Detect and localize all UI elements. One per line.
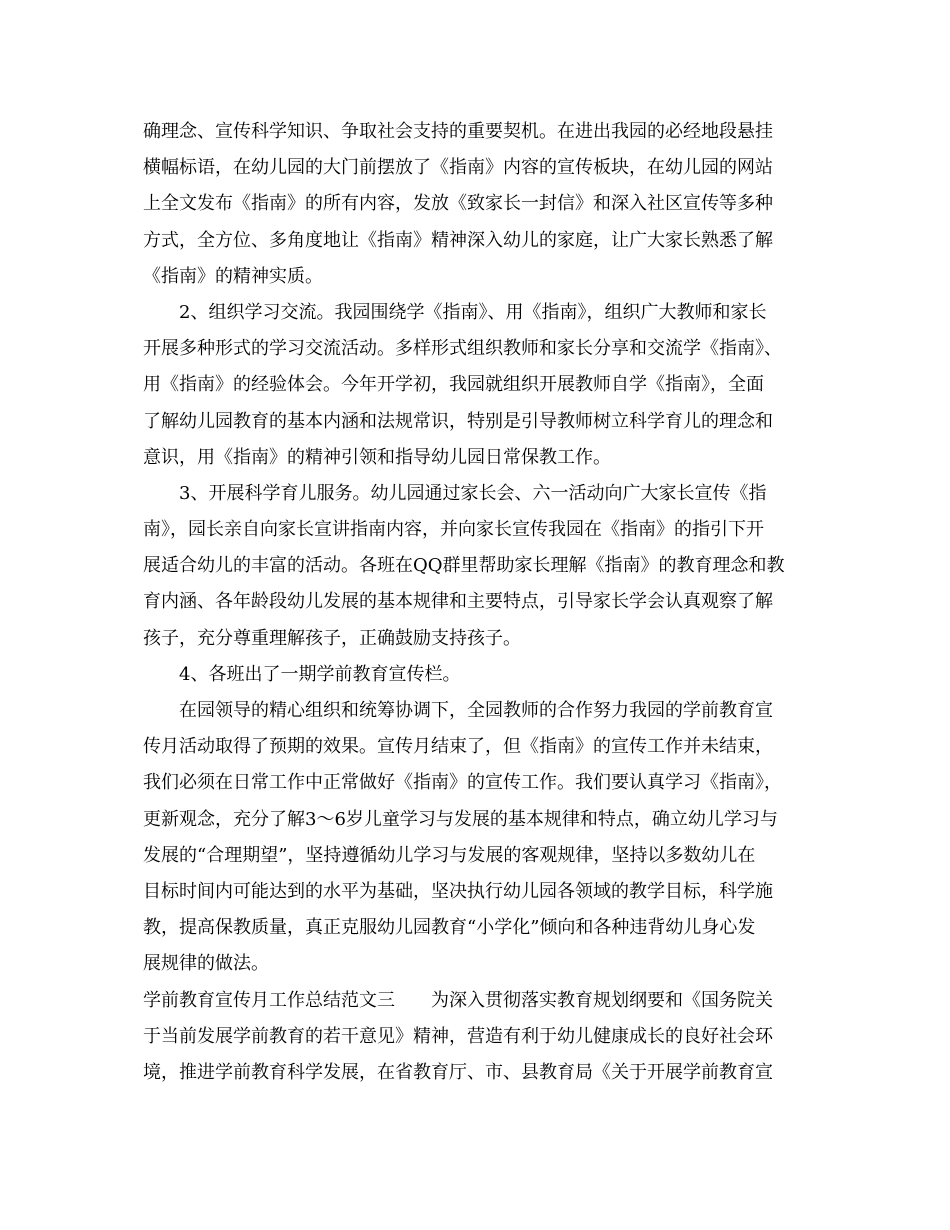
text-line: 传月活动取得了预期的效果。宣传月结束了，但《指南》的宣传工作并未结束，	[143, 736, 773, 758]
text-line: 2、组织学习交流。我园围绕学《指南》、用《指南》，组织广大教师和家长	[179, 301, 767, 323]
text-line: 育内涵、各年龄段幼儿发展的基本规律和主要特点，引导家长学会认真观察了解	[143, 591, 773, 613]
text-line: 展适合幼儿的丰富的活动。各班在QQ群里帮助家长理解《指南》的教育理念和教	[143, 555, 785, 577]
text-line: 3、开展科学育儿服务。幼儿园通过家长会、六一活动向广大家长宣传《指	[179, 482, 767, 504]
text-line: 展规律的做法。	[143, 953, 269, 975]
text-line: 上全文发布《指南》的所有内容，发放《致家长一封信》和深入社区宣传等多种	[143, 193, 773, 215]
text-line: 于当前发展学前教育的若干意见》精神，营造有利于幼儿健康成长的良好社会环	[143, 1025, 773, 1047]
text-line: 我们必须在日常工作中正常做好《指南》的宣传工作。我们要认真学习《指南》，	[143, 772, 782, 794]
text-line: 《指南》的精神实质。	[143, 265, 323, 287]
text-line: 学前教育宣传月工作总结范文三 为深入贯彻落实教育规划纲要和《国务院关	[143, 989, 773, 1011]
document-body	[143, 114, 809, 1091]
text-line: 教，提高保教质量，真正克服幼儿园教育“小学化”倾向和各种违背幼儿身心发	[143, 917, 756, 939]
text-line: 方式，全方位、多角度地让《指南》精神深入幼儿的家庭，让广大家长熟悉了解	[143, 229, 773, 251]
text-line: 境，推进学前教育科学发展，在省教育厅、市、县教育局《关于开展学前教育宣	[143, 1061, 773, 1083]
text-line: 用《指南》的经验体会。今年开学初，我园就组织开展教师自学《指南》，全面	[143, 374, 764, 396]
text-line: 意识，用《指南》的精神引领和指导幼儿园日常保教工作。	[143, 446, 611, 468]
text-line: 南》，园长亲自向家长宣讲指南内容，并向家长宣传我园在《指南》的指引下开	[143, 519, 764, 541]
text-line: 开展多种形式的学习交流活动。多样形式组织教师和家长分享和交流学《指南》、	[143, 338, 782, 360]
text-line: 发展的“合理期望”，坚持遵循幼儿学习与发展的客观规律，坚持以多数幼儿在	[143, 844, 756, 866]
text-line: 确理念、宣传科学知识、争取社会支持的重要契机。在进出我园的必经地段悬挂	[143, 121, 773, 142]
text-line: 孩子，充分尊重理解孩子，正确鼓励支持孩子。	[143, 627, 521, 649]
text-line: 了解幼儿园教育的基本内涵和法规常识，特别是引导教师树立科学育儿的理念和	[143, 410, 773, 432]
text-line: 在园领导的精心组织和统筹协调下，全园教师的合作努力我园的学前教育宣	[179, 700, 773, 721]
text-line: 横幅标语，在幼儿园的大门前摆放了《指南》内容的宣传板块，在幼儿园的网站	[143, 157, 773, 179]
text-line: 4、各班出了一期学前教育宣传栏。	[179, 663, 461, 685]
text-line: 目标时间内可能达到的水平为基础，坚决执行幼儿园各领域的教学目标，科学施	[143, 880, 773, 902]
text-line: 更新观念，充分了解3～6岁儿童学习与发展的基本规律和特点，确立幼儿学习与	[143, 808, 778, 830]
